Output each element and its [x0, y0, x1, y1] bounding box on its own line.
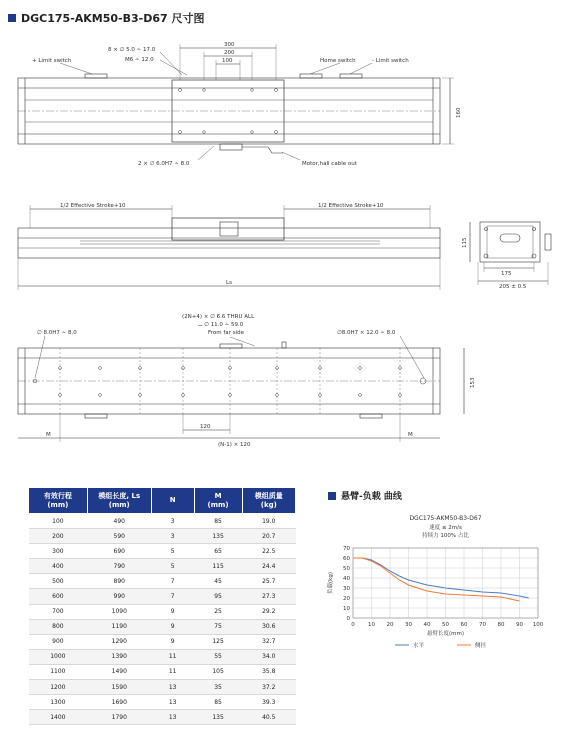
limit-switch-left-label: + Limit switch — [32, 58, 72, 64]
side-view-body — [18, 228, 440, 258]
pin-holes-label: 2 × ∅ 6.0H7 ⩪ 8.0 — [138, 161, 190, 167]
chart-subtitle-2: 持续力 100% 占比 — [422, 533, 469, 539]
stroke-left-label: 1/2 Effective Stroke+10 — [60, 203, 126, 209]
table-cell: 115 — [194, 559, 242, 574]
table-cell: 32.7 — [242, 634, 295, 649]
x-tick-label: 10 — [368, 622, 375, 628]
dim-pitch: (N-1) × 120 — [218, 442, 251, 448]
table-row — [29, 710, 296, 725]
table-cell: 105 — [194, 664, 242, 679]
table-cell: 45 — [194, 574, 242, 589]
table-cell: 35 — [194, 680, 242, 695]
table-cell: 5 — [151, 544, 194, 559]
table-cell: 13 — [151, 710, 194, 725]
spec-table-body — [29, 514, 296, 725]
x-tick-label: 70 — [479, 622, 486, 628]
table-cell: 490 — [87, 514, 151, 529]
table-cell: 700 — [29, 604, 88, 619]
table-cell: 1190 — [87, 619, 151, 634]
holes-note-1: (2N+4) × ∅ 6.6 THRU ALL — [182, 314, 255, 320]
table-cell: 85 — [194, 695, 242, 710]
col-length: 模组长度, Ls (mm) — [87, 488, 151, 514]
x-axis-label: 悬臂长度(mm) — [426, 631, 465, 637]
holes-note-2: ⌴ ∅ 11.0 ⩪ 59.0 — [198, 322, 244, 328]
slot-right-label: ∅8.0H7 × 12.0 ⩪ 8.0 — [337, 330, 396, 336]
legend-label: 水平 — [413, 643, 425, 649]
table-row — [29, 529, 296, 544]
dim-205: 205 ± 0.5 — [499, 284, 527, 290]
x-tick-label: 40 — [423, 622, 431, 628]
dim-160: 160 — [456, 107, 462, 118]
dim-200: 200 — [224, 50, 235, 56]
dim-300: 300 — [224, 42, 235, 48]
table-cell: 40.5 — [242, 710, 295, 725]
dim-175: 175 — [501, 271, 512, 277]
table-cell: 100 — [29, 514, 88, 529]
table-cell: 7 — [151, 574, 194, 589]
table-row — [29, 634, 296, 649]
table-cell: 1200 — [29, 680, 88, 695]
table-row — [29, 574, 296, 589]
holes-note-3: From far side — [208, 330, 244, 336]
side-view-carriage — [172, 218, 284, 240]
chart-section-heading — [328, 489, 402, 502]
table-row — [29, 514, 296, 529]
table-cell: 1100 — [29, 664, 88, 679]
thread-label: M6 ⩪ 12.0 — [125, 57, 154, 63]
table-cell: 30.6 — [242, 619, 295, 634]
table-cell: 20.7 — [242, 529, 295, 544]
table-cell: 790 — [87, 559, 151, 574]
table-cell: 95 — [194, 589, 242, 604]
x-tick-label: 80 — [497, 622, 505, 628]
legend-label: 侧挂 — [475, 643, 487, 649]
x-tick-label: 90 — [516, 622, 523, 628]
table-row — [29, 619, 296, 634]
table-cell: 125 — [194, 634, 242, 649]
table-row — [29, 589, 296, 604]
table-cell: 3 — [151, 529, 194, 544]
table-row — [29, 544, 296, 559]
table-cell: 75 — [194, 619, 242, 634]
table-row — [29, 604, 296, 619]
spec-table-header — [29, 488, 296, 514]
dim-m-right: M — [408, 432, 413, 438]
spec-table — [28, 487, 296, 725]
table-cell: 300 — [29, 544, 88, 559]
table-cell: 7 — [151, 589, 194, 604]
x-tick-label: 100 — [532, 622, 544, 628]
table-cell: 9 — [151, 634, 194, 649]
table-cell: 85 — [194, 514, 242, 529]
table-cell: 200 — [29, 529, 88, 544]
table-cell: 1690 — [87, 695, 151, 710]
table-cell: 1790 — [87, 710, 151, 725]
table-cell: 22.5 — [242, 544, 295, 559]
table-cell: 55 — [194, 649, 242, 664]
table-row — [29, 559, 296, 574]
holes-top-label: 8 × ∅ 5.0 ⩪ 17.0 — [108, 47, 156, 53]
table-cell: 3 — [151, 514, 194, 529]
dim-153: 153 — [470, 377, 476, 388]
table-cell: 19.0 — [242, 514, 295, 529]
table-cell: 9 — [151, 619, 194, 634]
y-tick-label: 40 — [343, 576, 350, 582]
y-axis-label: 负载(kg) — [328, 572, 334, 594]
table-cell: 1390 — [87, 649, 151, 664]
home-switch-label: Home switch — [320, 58, 356, 64]
table-cell: 890 — [87, 574, 151, 589]
table-cell: 29.2 — [242, 604, 295, 619]
col-mass: 模组质量 (kg) — [242, 488, 295, 514]
table-cell: 34.0 — [242, 649, 295, 664]
table-cell: 590 — [87, 529, 151, 544]
table-cell: 25 — [194, 604, 242, 619]
table-cell: 1090 — [87, 604, 151, 619]
dim-ls: Ls — [226, 280, 232, 286]
table-cell: 1300 — [29, 695, 88, 710]
table-cell: 39.3 — [242, 695, 295, 710]
table-cell: 1000 — [29, 649, 88, 664]
table-cell: 400 — [29, 559, 88, 574]
chart-title: DGC175-AKM50-B3-D67 — [409, 515, 482, 522]
y-tick-label: 70 — [343, 546, 350, 552]
y-tick-label: 50 — [343, 566, 350, 572]
table-cell: 35.8 — [242, 664, 295, 679]
dim-120: 120 — [200, 424, 211, 430]
chart-section-heading-text: 悬臂-负载 曲线 — [341, 492, 402, 502]
pin-left-label: ∅ 8.0H7 ⩪ 8.0 — [37, 330, 77, 336]
x-tick-label: 0 — [351, 622, 355, 628]
table-cell: 690 — [87, 544, 151, 559]
dim-100: 100 — [222, 58, 233, 64]
heading-marker — [328, 492, 336, 500]
table-cell: 135 — [194, 710, 242, 725]
x-tick-label: 20 — [386, 622, 394, 628]
dim-115: 115 — [462, 237, 468, 248]
table-cell: 11 — [151, 649, 194, 664]
table-cell: 13 — [151, 695, 194, 710]
table-cell: 5 — [151, 559, 194, 574]
col-m: M (mm) — [194, 488, 242, 514]
table-row — [29, 664, 296, 679]
table-cell: 990 — [87, 589, 151, 604]
stroke-right-label: 1/2 Effective Stroke+10 — [318, 203, 384, 209]
dim-m-left: M — [46, 432, 51, 438]
table-cell: 1290 — [87, 634, 151, 649]
table-row — [29, 649, 296, 664]
table-row — [29, 695, 296, 710]
y-tick-label: 10 — [343, 606, 350, 612]
y-tick-label: 60 — [343, 556, 350, 562]
load-curve-chart — [320, 508, 560, 658]
table-cell: 13 — [151, 680, 194, 695]
table-cell: 1590 — [87, 680, 151, 695]
table-cell: 27.3 — [242, 589, 295, 604]
page-title-text: DGC175-AKM50-B3-D67 尺寸图 — [21, 12, 205, 25]
table-cell: 9 — [151, 604, 194, 619]
y-tick-label: 0 — [346, 616, 350, 622]
table-cell: 24.4 — [242, 559, 295, 574]
table-cell: 900 — [29, 634, 88, 649]
col-stroke: 有效行程 (mm) — [29, 488, 88, 514]
table-row — [29, 680, 296, 695]
cable-out-label: Motor,hall cable out — [302, 161, 357, 167]
table-cell: 800 — [29, 619, 88, 634]
table-cell: 11 — [151, 664, 194, 679]
limit-switch-right-label: - Limit switch — [372, 58, 409, 64]
y-tick-label: 30 — [343, 586, 350, 592]
table-cell: 600 — [29, 589, 88, 604]
chart-subtitle-1: 速度 ≤ 2m/s — [429, 525, 462, 531]
table-cell: 1400 — [29, 710, 88, 725]
table-cell: 1490 — [87, 664, 151, 679]
series-line-side — [353, 558, 520, 601]
x-tick-label: 30 — [405, 622, 412, 628]
table-cell: 37.2 — [242, 680, 295, 695]
table-cell: 65 — [194, 544, 242, 559]
table-cell: 500 — [29, 574, 88, 589]
col-n: N — [151, 488, 194, 514]
y-tick-label: 20 — [343, 596, 350, 602]
x-tick-label: 60 — [460, 622, 468, 628]
x-tick-label: 50 — [442, 622, 449, 628]
table-cell: 25.7 — [242, 574, 295, 589]
table-cell: 135 — [194, 529, 242, 544]
